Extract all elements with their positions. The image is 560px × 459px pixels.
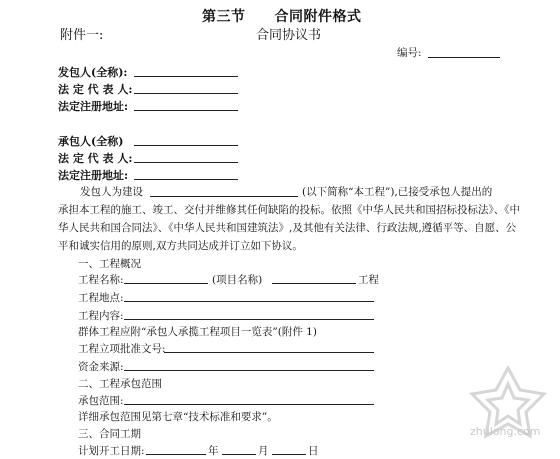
employer-legal-rep-blank[interactable] bbox=[134, 93, 238, 94]
approval-label: 工程立项批准文号: bbox=[78, 343, 166, 355]
project-item-label: (项目名称) bbox=[212, 274, 263, 286]
start-month-unit: 月 bbox=[258, 445, 269, 457]
number-blank[interactable] bbox=[428, 57, 500, 58]
number-label: 编号: bbox=[397, 47, 422, 59]
start-year-unit: 年 bbox=[208, 445, 219, 457]
contractor-address-label: 法定注册地址: bbox=[58, 169, 129, 182]
intro-line-3: 华人民共和国合同法》、《中华人民共和国建筑法》,及其他有关法律、行政法规,遵循平等、自愿、公 bbox=[58, 222, 517, 234]
location-label: 工程地点: bbox=[78, 292, 124, 304]
contractor-address-blank[interactable] bbox=[134, 179, 238, 180]
start-date-label: 计划开工日期: bbox=[78, 445, 145, 457]
intro-line-4: 平和诚实信用的原则,双方共同达成并订立如下协议。 bbox=[58, 240, 303, 252]
employer-name-blank[interactable] bbox=[134, 76, 238, 77]
start-day-blank[interactable] bbox=[272, 454, 306, 455]
employer-address-label: 法定注册地址: bbox=[58, 100, 129, 113]
watermark-text: zhulong.com bbox=[470, 425, 541, 438]
start-month-blank[interactable] bbox=[222, 454, 256, 455]
contractor-legal-rep-blank[interactable] bbox=[134, 162, 238, 163]
intro-line-1a: 发包人为建设 bbox=[80, 186, 143, 198]
funding-blank[interactable] bbox=[124, 370, 374, 371]
contractor-legal-rep-label: 法 定 代 表 人: bbox=[58, 152, 133, 165]
section-title: 第三节 合同附件格式 bbox=[202, 9, 362, 25]
approval-blank[interactable] bbox=[164, 352, 374, 353]
sec3-heading: 三、合同工期 bbox=[78, 428, 141, 440]
location-blank[interactable] bbox=[124, 301, 374, 302]
intro-line-2: 承担本工程的施工、竣工、交付并维修其任何缺陷的投标。依照《中华人民共和国招标投标法》、《中 bbox=[58, 204, 520, 216]
start-day-unit: 日 bbox=[308, 445, 319, 457]
content-blank[interactable] bbox=[124, 319, 374, 320]
project-name-label: 工程名称: bbox=[78, 274, 124, 286]
funding-label: 资金来源: bbox=[78, 361, 124, 373]
project-blank[interactable] bbox=[150, 196, 298, 197]
project-item-blank[interactable] bbox=[272, 283, 356, 284]
contractor-name-label: 承包人(全称) bbox=[58, 135, 124, 148]
employer-address-blank[interactable] bbox=[134, 110, 238, 111]
scope-label: 承包范围: bbox=[78, 395, 124, 407]
start-year-blank[interactable] bbox=[146, 454, 206, 455]
employer-name-label: 发包人(全称): bbox=[58, 66, 128, 79]
contractor-name-blank[interactable] bbox=[134, 145, 238, 146]
sec2-heading: 二、工程承包范围 bbox=[78, 378, 162, 390]
project-suffix: 工程 bbox=[358, 274, 379, 286]
watermark-logo-icon bbox=[460, 360, 556, 456]
group-note: 群体工程应附“承包人承揽工程项目一览表”(附件 1) bbox=[78, 326, 317, 338]
employer-legal-rep-label: 法 定 代 表 人: bbox=[58, 83, 133, 96]
intro-line-1b: (以下简称“本工程”),已接受承包人提出的 bbox=[302, 186, 493, 198]
content-label: 工程内容: bbox=[78, 310, 124, 322]
sec1-heading: 一、工程概况 bbox=[78, 258, 141, 270]
scope-blank[interactable] bbox=[124, 404, 374, 405]
doc-title: 合同协议书 bbox=[256, 28, 322, 43]
attachment-label: 附件一: bbox=[60, 28, 104, 43]
project-name-blank[interactable] bbox=[124, 283, 208, 284]
scope-note: 详细承包范围见第七章“技术标准和要求”。 bbox=[78, 411, 278, 423]
